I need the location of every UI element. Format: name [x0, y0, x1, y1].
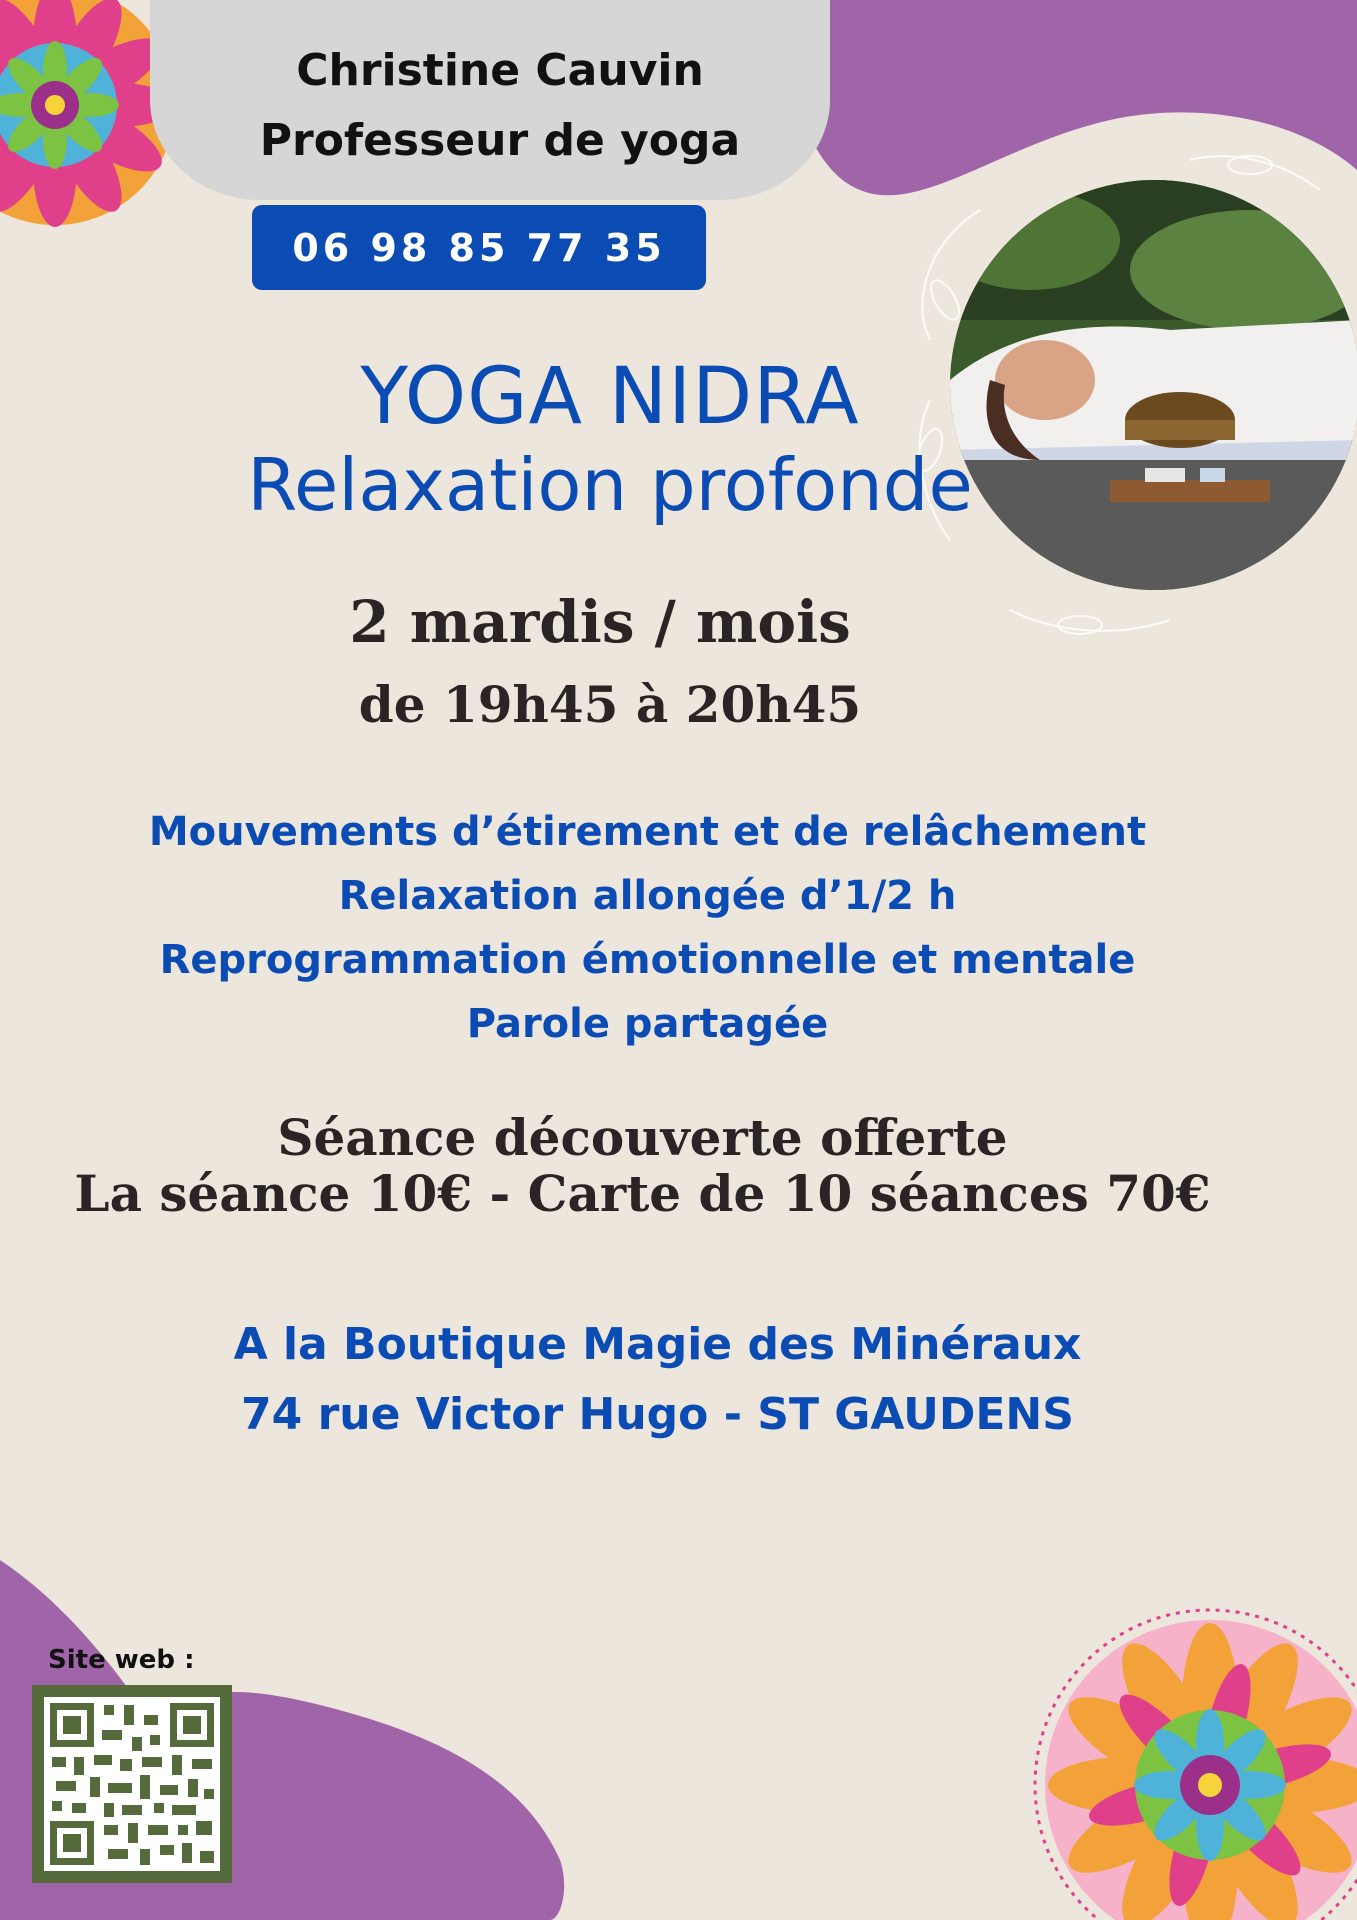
offer-discovery: Séance découverte offerte — [277, 1108, 1008, 1167]
features-list — [60, 800, 1235, 1056]
feature-item: Parole partagée — [466, 1001, 829, 1047]
page-title: YOGA NIDRA — [360, 352, 860, 442]
website-label: Site web : — [48, 1645, 195, 1675]
website-qr-code[interactable] — [32, 1685, 232, 1883]
feature-item: Relaxation allongée d’1/2 h — [338, 873, 957, 919]
offer-block — [60, 1110, 1225, 1222]
schedule-frequency: 2 mardis / mois — [349, 588, 851, 656]
offer-pricing: La séance 10€ - Carte de 10 séances 70€ — [74, 1164, 1211, 1223]
location-block — [60, 1310, 1255, 1450]
qr-code-icon — [32, 1685, 232, 1883]
mandala-bottom-right-icon — [1020, 1595, 1357, 1920]
location-address: 74 rue Victor Hugo - ST GAUDENS — [241, 1389, 1074, 1440]
phone-number-button[interactable]: 06 98 85 77 35 — [252, 205, 706, 290]
teacher-name: Christine Cauvin — [296, 45, 704, 96]
teacher-name-block — [150, 36, 850, 176]
feature-item: Reprogrammation émotionnelle et mentale — [159, 937, 1136, 983]
teacher-role: Professeur de yoga — [259, 115, 741, 166]
schedule-hours: de 19h45 à 20h45 — [358, 675, 862, 734]
location-shop: A la Boutique Magie des Minéraux — [233, 1319, 1082, 1370]
feature-item: Mouvements d’étirement et de relâchement — [148, 809, 1147, 855]
page-subtitle: Relaxation profonde — [247, 443, 973, 527]
